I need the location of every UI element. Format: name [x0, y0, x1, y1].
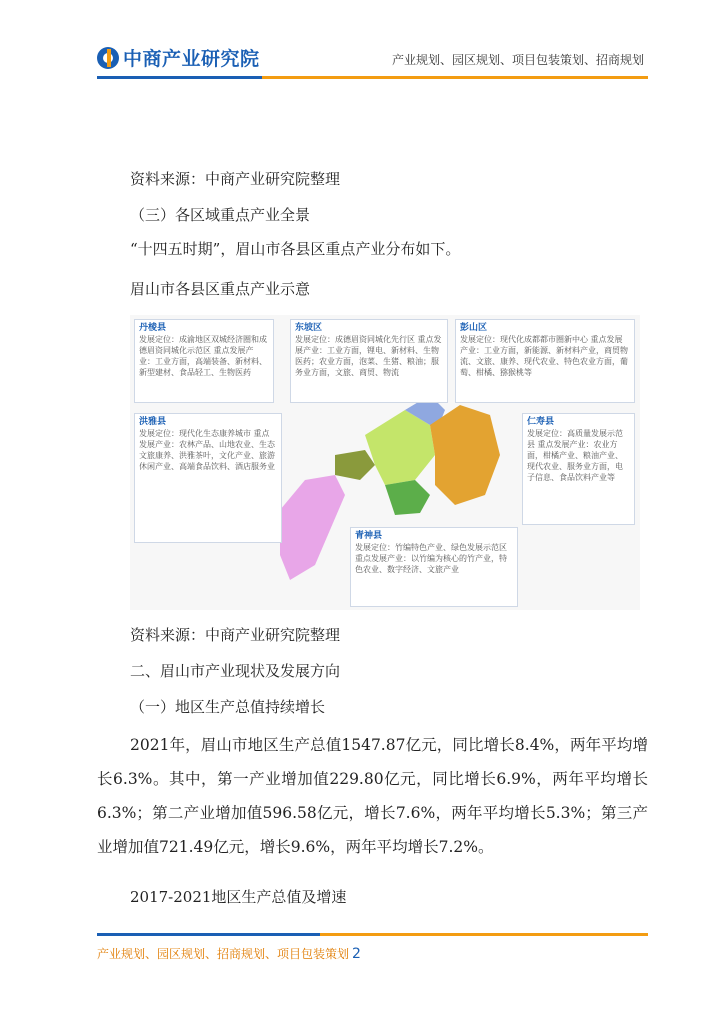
- info-box-renshou: [522, 413, 635, 525]
- info-box-danling: [134, 319, 274, 403]
- footer-divider-orange: [320, 933, 648, 936]
- page-footer: [97, 945, 361, 962]
- header-divider-orange: [262, 76, 648, 79]
- info-box-body: 发展定位：现代化成都都市圈新中心 重点发展产业：工业方面，新能源、新材料产业，商贸物流、文旅、康养、现代农业、特色农业方面，葡萄、柑橘、猕猴桃等: [460, 335, 628, 377]
- page-number: 2: [352, 946, 361, 962]
- gdp-paragraph: 2021年，眉山市地区生产总值1547.87亿元，同比增长8.4%，两年平均增长6.3%。其中，第一产业增加值229.80亿元，同比增长6.9%，两年平均增长6.3%；第二产业增加值596.58亿元，增长7.6%，两年平均增长5.3%；第三产业增加值721.49亿元，增长9.6%，两年平均增长7.2%。: [97, 736, 648, 856]
- page-header: [0, 0, 724, 90]
- info-box-title: 东坡区: [295, 323, 323, 333]
- info-box-body: 发展定位：成德眉资同城化先行区 重点发展产业：工业方面，锂电、新材料、生物医药；农业方面，泡菜、生猪、粮油；服务业方面，文旅、商贸、物流: [295, 335, 442, 377]
- county-industry-map: [130, 315, 640, 610]
- info-box-body: 发展定位：现代化生态康养城市 重点发展产业：农林产品、山地农业、生态文旅康养、洪雅茶叶，文化产业、旅游休闲产业、高端食品饮料、酒店服务业: [139, 429, 275, 471]
- map-region-qingshen: [385, 480, 430, 515]
- header-tagline: 产业规划、园区规划、项目包装策划、招商规划: [391, 53, 644, 67]
- chart-caption: 2017-2021地区生产总值及增速: [130, 888, 347, 906]
- map-region-renshou: [430, 405, 500, 505]
- logo-text: 中商产业研究院: [123, 48, 260, 70]
- footer-divider-blue: [97, 933, 327, 936]
- map-region-hongya: [280, 475, 345, 580]
- info-box-title: 洪雅县: [139, 417, 167, 427]
- logo-icon: [97, 47, 119, 69]
- header-divider-blue: [97, 76, 272, 79]
- figure-title: 眉山市各县区重点产业示意: [130, 280, 311, 298]
- section-heading-3: （三）各区域重点产业全景: [130, 206, 311, 224]
- info-box-title: 青神县: [355, 531, 383, 541]
- info-box-pengshan: [455, 319, 635, 403]
- info-box-qingshen: [350, 527, 518, 607]
- info-box-title: 丹棱县: [139, 323, 167, 333]
- info-box-hongya: [134, 413, 282, 543]
- info-box-body: 发展定位：成渝地区双城经济圈和成德眉资同城化示范区 重点发展产业：工业方面，高端装备、新材料、新型建材、食品轻工、生物医药: [139, 335, 267, 377]
- info-box-title: 彭山区: [460, 323, 488, 333]
- info-box-dongpo: [290, 319, 448, 403]
- info-box-title: 仁寿县: [527, 417, 555, 427]
- footer-tagline: 产业规划、园区规划、招商规划、项目包装策划: [97, 947, 350, 961]
- company-logo: [97, 44, 260, 71]
- source-note-2: 资料来源：中商产业研究院整理: [130, 626, 341, 644]
- info-box-body: 发展定位：高质量发展示范县 重点发展产业：农业方面，柑橘产业、粮油产业、现代农业、服务业方面，电子信息、食品饮料产业等: [527, 429, 623, 482]
- intro-line: “十四五时期”，眉山市各县区重点产业分布如下。: [130, 240, 461, 258]
- map-region-danling: [335, 450, 375, 480]
- subsection-heading-1: （一）地区生产总值持续增长: [130, 698, 326, 716]
- info-box-body: 发展定位：竹编特色产业、绿色发展示范区 重点发展产业：以竹编为核心的竹产业，特色农业、数字经济、文旅产业: [355, 543, 507, 574]
- section-heading-2: 二、眉山市产业现状及发展方向: [130, 662, 341, 680]
- source-note-1: 资料来源：中商产业研究院整理: [130, 170, 341, 188]
